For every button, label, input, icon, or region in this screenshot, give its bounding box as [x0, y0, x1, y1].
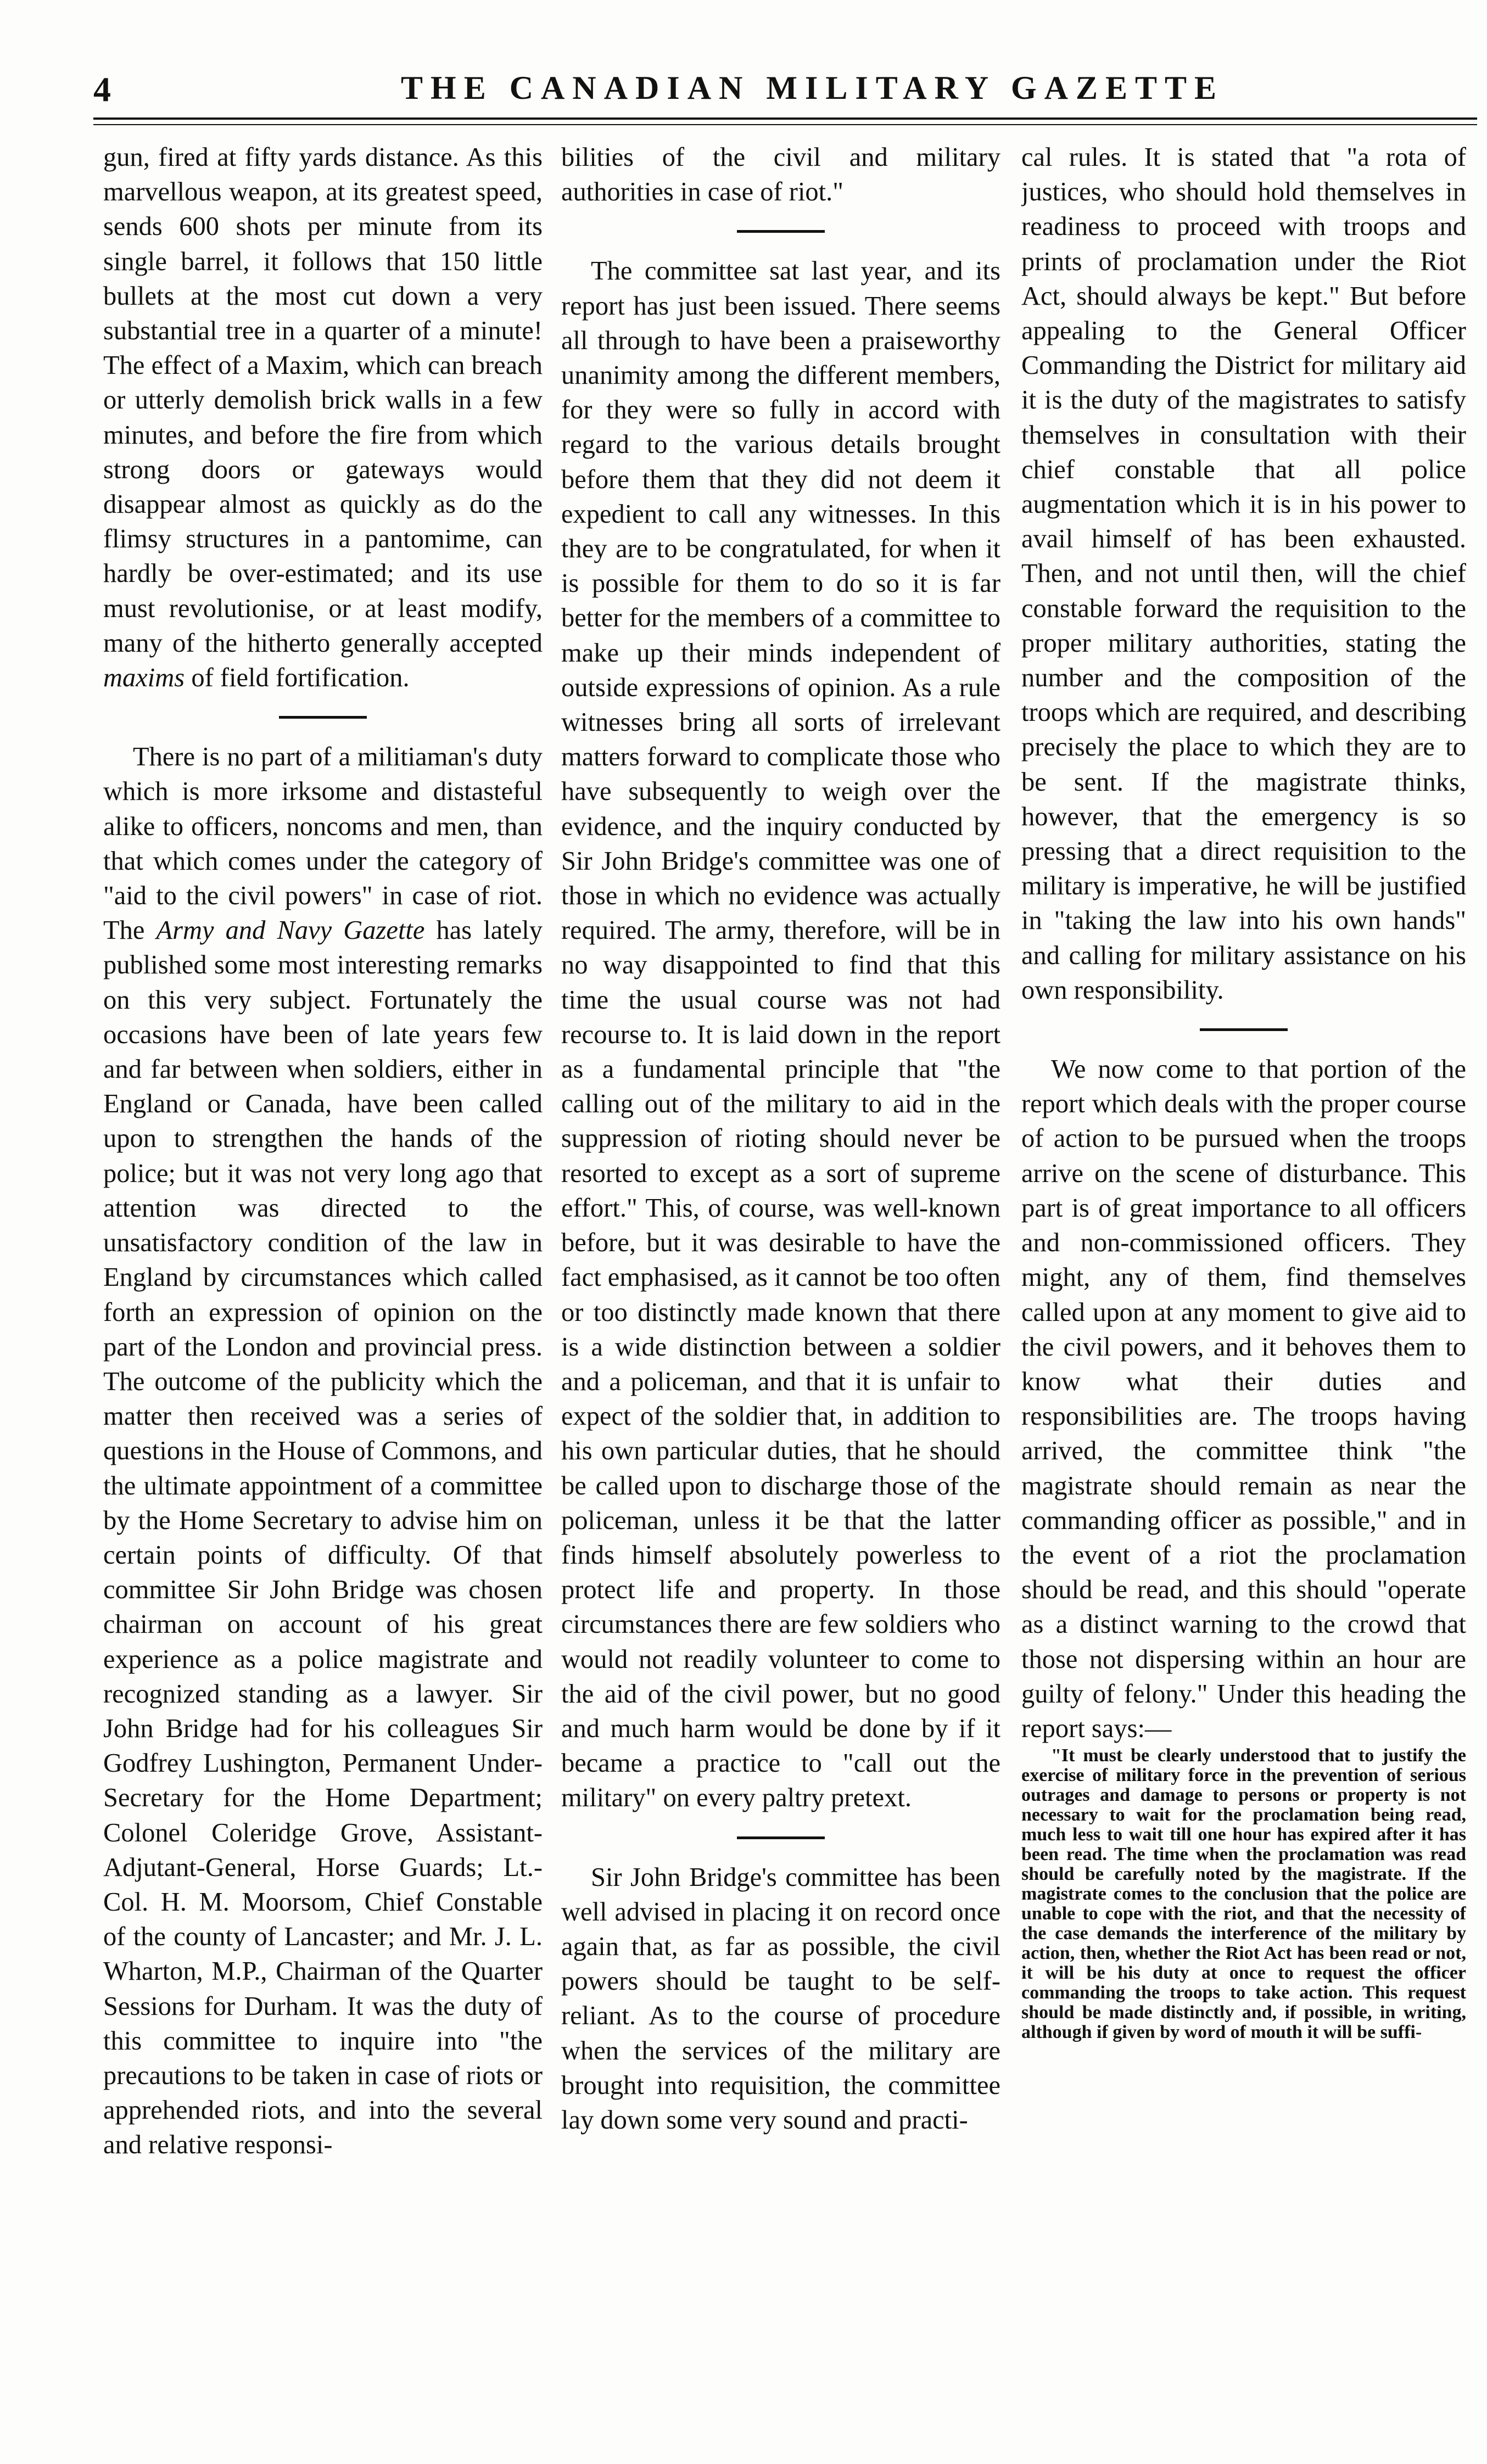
col2-paragraph-1: bilities of the civil and military authorities in case of riot.": [561, 143, 1000, 207]
header-rule-thin: [93, 124, 1477, 125]
column-3: [1021, 140, 1466, 2462]
col3-quoted-extract: "It must be clearly understood that to justify the exercise of military force in the prevention of serious outrages and damage to persons or property is not necessary to wait for the proclamation being read, much less to wait till one hour has expired after it has been read. The time when the proclamation was read should be carefully noted by the magistrate. If the magistrate comes to the conclusion that the police are unable to cope with the riot, and that the necessity of the case demands the interference of the military by action, then, whether the Riot Act has been read or not, it will be his duty at once to request the officer commanding the troops to take action. This request should be made distinctly and, if possible, in writing, although if given by word of mouth it will be suffi-: [1021, 1745, 1466, 2043]
col2-paragraph-3: Sir John Bridge's committee has been well advised in placing it on record once again that, as far as possible, the civil powers should be taught to be self-reliant. As to the course of procedure when the services of the military are brought into requisition, the committee lay down some very sound and practi-: [561, 1862, 1000, 2135]
page-header: [93, 65, 1477, 120]
col1-p1-end: of field fortification.: [185, 663, 410, 693]
page-number: 4: [93, 70, 111, 109]
header-rule-thick: [93, 117, 1477, 120]
col1-paragraph-2: [103, 740, 543, 2162]
col1-paragraph-1: [103, 140, 543, 695]
column-2: [561, 140, 1000, 2462]
col1-p2-text-a: There is no part of a militiaman's duty which is more irksome and distasteful alike to officers, noncoms and men, than that which comes under the category of "aid to the civil powers" in case of riot. The: [103, 742, 543, 945]
col3-paragraph-1: cal rules. It is stated that "a rota of justices, who should hold themselves in readiness to proceed with troops and prints of proclamation under the Riot Act, should always be kept." But before appealing to the General Officer Commanding the District for military aid it is the duty of the magistrates to satisfy themselves in consultation with their chief constable that all police augmentation which it is in his power to avail himself of has been exhausted. Then, and not until then, will the chief constable forward the requisition to the proper military authorities, stating the number and the composition of the troops which are required, and describing precisely the place to which they are to be sent. If the magistrate thinks, however, that the emergency is so pressing that a direct requisition to the military is imperative, he will be justified in "taking the law into his own hands" and calling for military assistance on his own responsibility.: [1021, 143, 1466, 1005]
section-separator: [737, 1836, 825, 1839]
section-separator: [1200, 1028, 1288, 1031]
col3-paragraph-2: We now come to that portion of the report which deals with the proper course of action to be pursued when the troops arrive on the scene of disturbance. This part is of great importance to all officers and non-commissioned officers. They might, any of them, find themselves called upon at any moment to give aid to the civil powers, and it behoves them to know what their duties and responsibilities are. The troops having arrived, the committee think "the magistrate should remain as near the commanding officer as possible," and in the event of a riot the proclamation should be read, and this should "operate as a distinct warning to the crowd that those not dispersing within an hour are guilty of felony." Under this heading the report says:—: [1021, 1055, 1466, 1743]
col1-p2-italic: Army and Navy Gazette: [156, 916, 425, 945]
masthead-title: THE CANADIAN MILITARY GAZETTE: [401, 70, 1225, 106]
col1-p1-italic: maxims: [103, 663, 185, 693]
section-separator: [279, 716, 367, 719]
section-separator: [737, 230, 825, 233]
col2-paragraph-2: The committee sat last year, and its report has just been issued. There seems all through to have been a praiseworthy unanimity among the different members, for they were so fully in accord with regard to the various details brought before them that they did not deem it expedient to call any witnesses. In this they are to be congratulated, for when it is possible for them to do so it is far better for the members of a committee to make up their minds independent of outside expressions of opinion. As a rule witnesses bring all sorts of irrelevant matters forward to complicate those who have subsequently to weigh over the evidence, and the inquiry conducted by Sir John Bridge's committee was one of those in which no evidence was actually required. The army, therefore, will be in no way disappointed to find that this time the usual course was not had recourse to. It is laid down in the report as a fundamental principle that "the calling out of the military to aid in the suppression of rioting should never be resorted to except as a sort of supreme effort." This, of course, was well-known before, but it was desirable to have the fact emphasised, as it cannot be too often or too distinctly made known that there is a wide distinction between a soldier and a policeman, and that it is unfair to expect of the soldier that, in addition to his own particular duties, that he should be called upon to discharge those of the policeman, unless it be that the latter finds himself absolutely powerless to protect life and property. In those circumstances there are few soldiers who would not readily volunteer to come to the aid of the civil power, but no good and much harm would be done by if it became a practice to "call out the military" on every paltry pretext.: [561, 256, 1000, 1813]
col1-p2-text-b: has lately published some most interesting remarks on this very subject. Fortunately the occasions have been of late years few and far between when soldiers, either in England or Canada, have been called upon to strengthen the hands of the police; but it was not very long ago that attention was directed to the unsatisfactory condition of the law in England by circumstances which called forth an expression of opinion on the part of the London and provincial press. The outcome of the publicity which the matter then received was a series of questions in the House of Commons, and the ultimate appointment of a committee by the Home Secretary to advise him on certain points of difficulty. Of that committee Sir John Bridge was chosen chairman on account of his great experience as a police magistrate and recognized standing as a lawyer. Sir John Bridge had for his colleagues Sir Godfrey Lushington, Permanent Under-Secretary for the Home Department; Colonel Coleridge Grove, Assistant-Adjutant-General, Horse Guards; Lt.-Col. H. M. Moorsom, Chief Constable of the county of Lancaster; and Mr. J. L. Wharton, M.P., Chairman of the Quarter Sessions for Durham. It was the duty of this committee to inquire into "the precautions to be taken in case of riots or apprehended riots, and into the several and relative responsi-: [103, 916, 543, 2160]
column-1: [103, 140, 543, 2462]
col1-p1-text: gun, fired at fifty yards distance. As this marvellous weapon, at its greatest speed, sends 600 shots per minute from its single barrel, it follows that 150 little bullets at the most cut down a very substantial tree in a quarter of a minute! The effect of a Maxim, which can breach or utterly demolish brick walls in a few minutes, and before the fire from which strong doors or gateways would disappear almost as quickly as do the flimsy structures in a pantomime, can hardly be over-estimated; and its use must revolutionise, or at least modify, many of the hitherto generally accepted: [103, 143, 543, 658]
